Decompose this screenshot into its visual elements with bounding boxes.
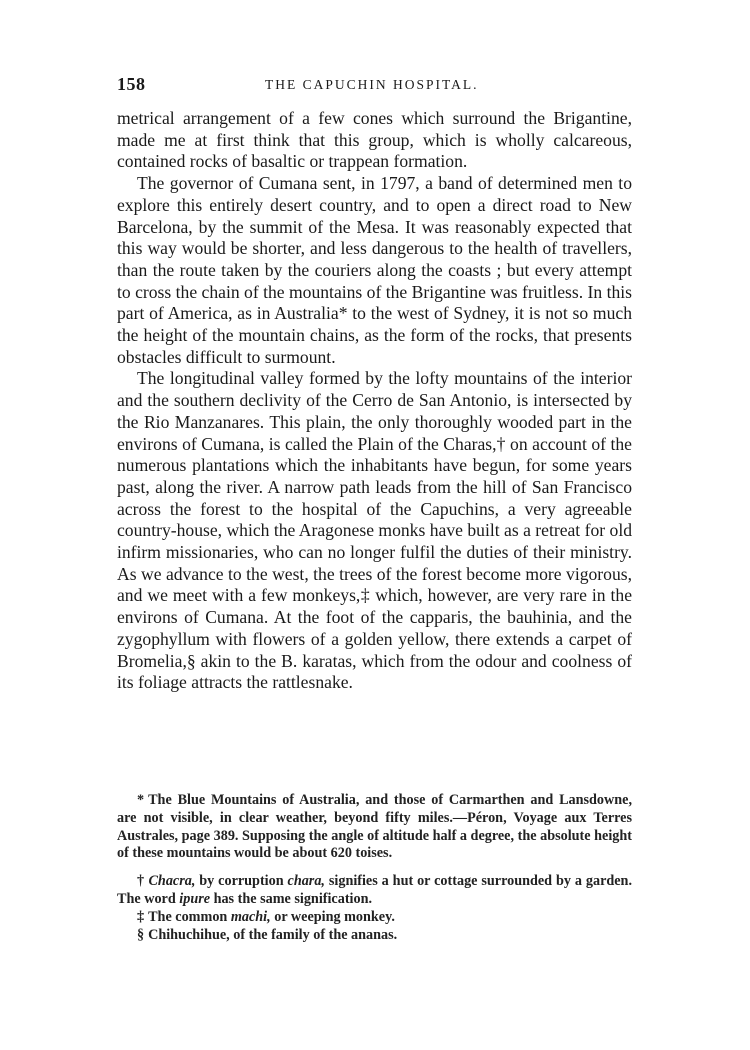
footnote-term: chara, bbox=[287, 873, 325, 890]
footnote-text: or weeping monkey. bbox=[270, 908, 395, 925]
footnote-mark: § bbox=[137, 926, 145, 943]
footnote-1 bbox=[117, 792, 632, 863]
footnote-term: ipure bbox=[179, 890, 211, 907]
footnote-mark: ‡ bbox=[137, 908, 145, 925]
footnote-text: The common bbox=[148, 908, 231, 925]
footnote-text: has the same signification. bbox=[210, 890, 373, 907]
page-number: 158 bbox=[117, 74, 146, 94]
footnote-2 bbox=[117, 873, 632, 909]
paragraph-1: metrical arrangement of a few cones which surround the Brigantine, made me at first think that this group, which is wholly calcareous, contained rocks of basaltic or trappean formation. bbox=[117, 108, 632, 172]
footnote-4 bbox=[117, 927, 632, 945]
footnote-text: Chihuchihue, of the family of the ananas. bbox=[148, 926, 398, 943]
running-head: THE CAPUCHIN HOSPITAL. bbox=[265, 77, 479, 92]
footnote-text: signifies a hut or cottage surrounded by a garden. The word bbox=[117, 873, 632, 907]
footnotes bbox=[117, 792, 632, 944]
footnote-term: machi, bbox=[230, 908, 271, 925]
footnote-text: The Blue Mountains of Australia, and those of Carmarthen and Lansdowne, are not visible, in clear weather, beyond fifty miles.—Péron, Voyage aux Terres Australes, page 389. Supposing the angle of altitude half a degree, the absolute height of these mountains would be about 620 toises. bbox=[117, 792, 632, 862]
body-text bbox=[117, 108, 632, 694]
footnote-3 bbox=[117, 909, 632, 927]
footnote-mark: † bbox=[137, 873, 145, 890]
paragraph-2: The governor of Cumana sent, in 1797, a band of determined men to explore this entirely desert country, and to open a direct road to New Barcelona, by the summit of the Mesa. It was reasonably expected that this way would be shorter, and less dangerous to the health of travellers, than the route taken by the couriers along the coasts ; but every attempt to cross the chain of the mountains of the Brigantine was fruitless. In this part of America, as in Australia* to the west of Sydney, it is not so much the height of the mountain chains, as the form of the rocks, that presents obstacles difficult to surmount. bbox=[117, 173, 633, 367]
page-header bbox=[117, 74, 632, 100]
footnote-mark: * bbox=[137, 792, 145, 808]
paragraph-3: The longitudinal valley formed by the lofty mountains of the interior and the southern declivity of the Cerro de San Antonio, is intersected by the Rio Manzanares. This plain, the only thoroughly wooded part in the environs of Cumana, is called the Plain of the Charas,† on account of the numerous plantations which the inhabitants have begun, for some years past, along the river. A narrow path leads from the hill of San Francisco across the forest to the hospital of the Capuchins, a very agreeable country-house, which the Aragonese monks have built as a retreat for old infirm missionaries, who can no longer fulfil the duties of their ministry. As we advance to the west, the trees of the forest become more vigorous, and we meet with a few monkeys,‡ which, however, are very rare in the environs of Cumana. At the foot of the capparis, the bauhinia, and the zygophyllum with flowers of a golden yellow, there extends a carpet of Bromelia,§ akin to the B. karatas, which from the odour and coolness of its foliage attracts the rattlesnake. bbox=[117, 368, 632, 693]
footnote-term: Chacra, bbox=[148, 873, 196, 890]
footnote-text: by corruption bbox=[195, 873, 288, 890]
